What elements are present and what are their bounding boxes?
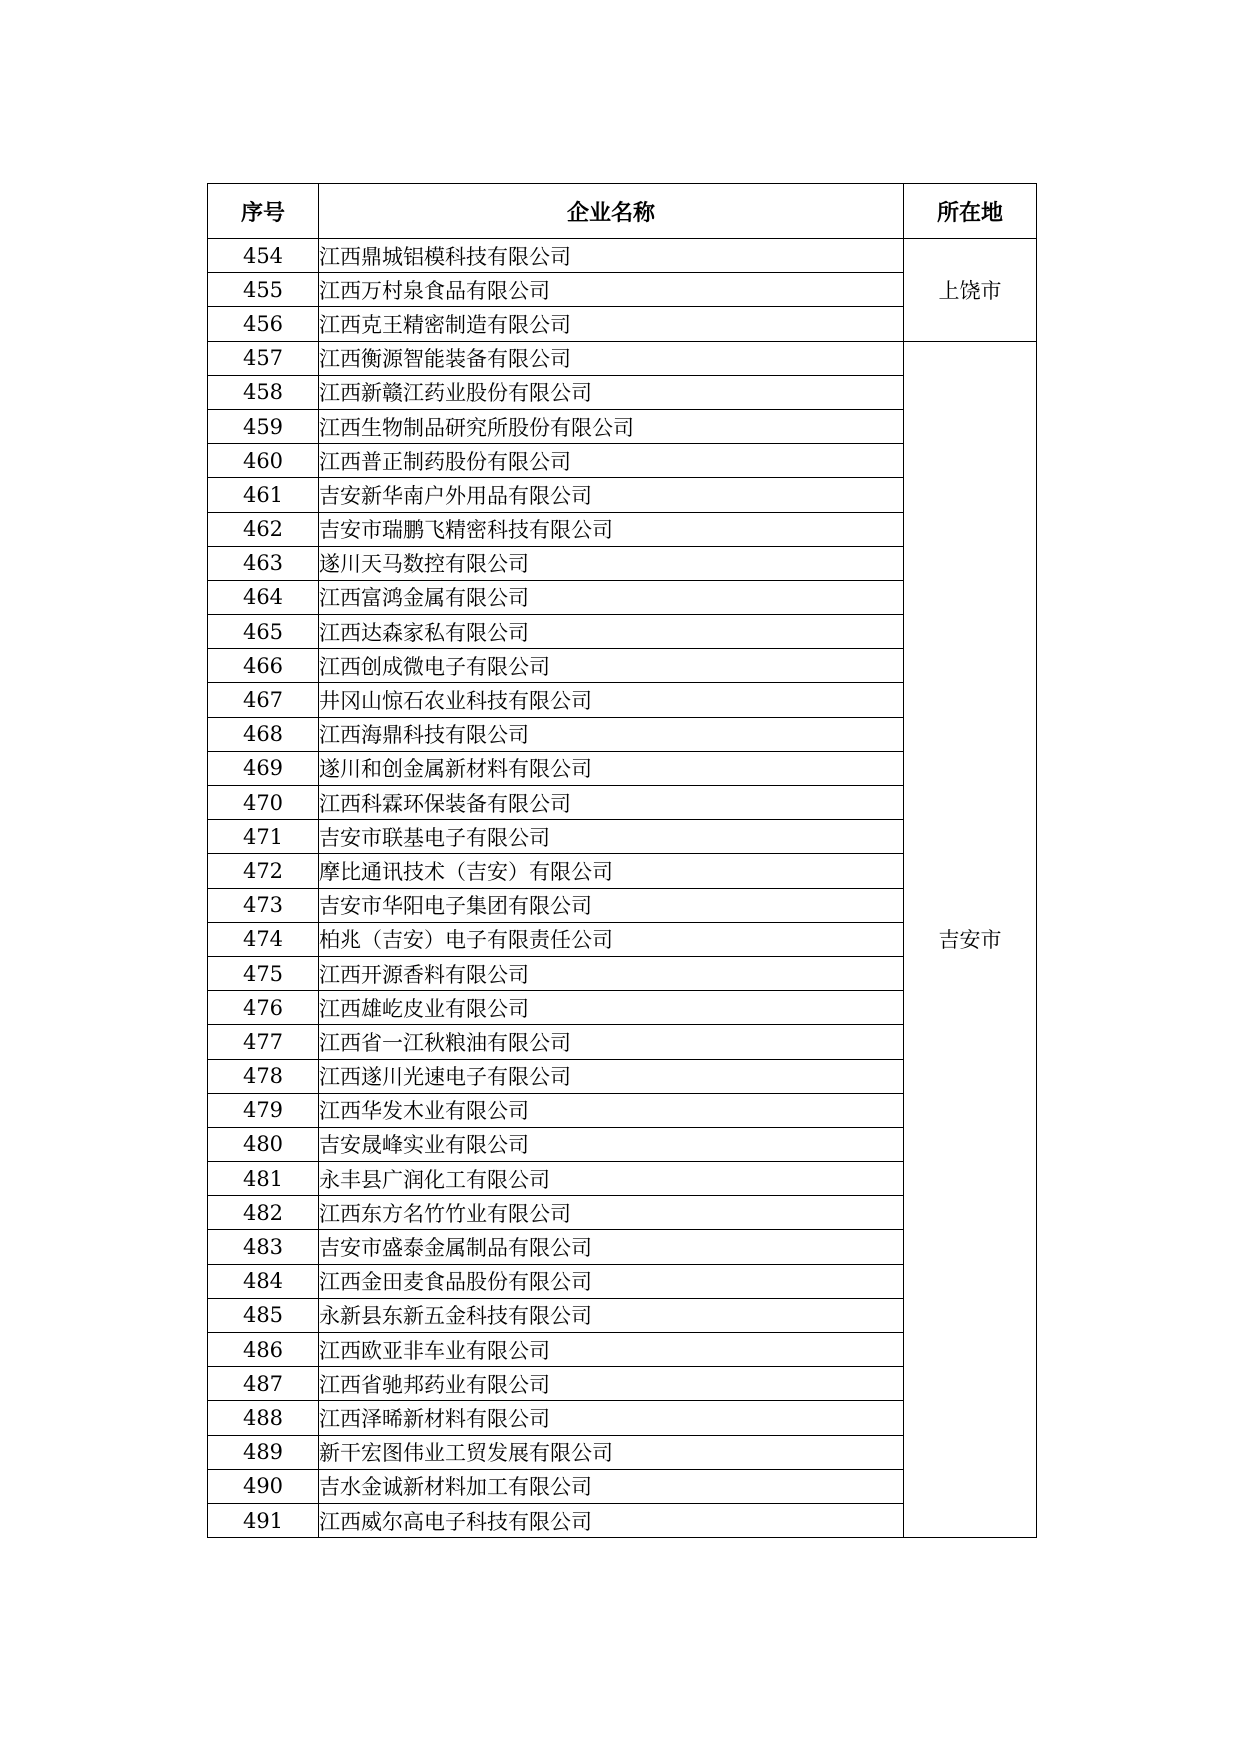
company-name: 江西创成微电子有限公司 [319, 649, 904, 683]
row-index: 480 [208, 1127, 319, 1161]
company-name: 柏兆（吉安）电子有限责任公司 [319, 922, 904, 956]
row-index: 474 [208, 922, 319, 956]
company-name: 江西普正制药股份有限公司 [319, 444, 904, 478]
row-index: 461 [208, 478, 319, 512]
company-name: 永丰县广润化工有限公司 [319, 1162, 904, 1196]
location-cell: 上饶市 [904, 239, 1037, 342]
row-index: 471 [208, 820, 319, 854]
company-name: 摩比通讯技术（吉安）有限公司 [319, 854, 904, 888]
company-name: 遂川天马数控有限公司 [319, 546, 904, 580]
company-name: 井冈山惊石农业科技有限公司 [319, 683, 904, 717]
row-index: 460 [208, 444, 319, 478]
company-name: 吉水金诚新材料加工有限公司 [319, 1469, 904, 1503]
row-index: 467 [208, 683, 319, 717]
header-row [208, 184, 1037, 239]
row-index: 485 [208, 1298, 319, 1332]
row-index: 479 [208, 1093, 319, 1127]
row-index: 490 [208, 1469, 319, 1503]
company-name: 江西金田麦食品股份有限公司 [319, 1264, 904, 1298]
company-name: 江西遂川光速电子有限公司 [319, 1059, 904, 1093]
company-name: 江西泽晞新材料有限公司 [319, 1401, 904, 1435]
company-name: 江西鼎城铝模科技有限公司 [319, 239, 904, 273]
company-name: 吉安市盛泰金属制品有限公司 [319, 1230, 904, 1264]
company-name: 江西科霖环保装备有限公司 [319, 786, 904, 820]
row-index: 462 [208, 512, 319, 546]
row-index: 481 [208, 1162, 319, 1196]
company-name: 江西达森家私有限公司 [319, 615, 904, 649]
company-name: 吉安市瑞鹏飞精密科技有限公司 [319, 512, 904, 546]
company-name: 吉安市华阳电子集团有限公司 [319, 888, 904, 922]
location-cell: 吉安市 [904, 341, 1037, 1538]
company-name: 江西雄屹皮业有限公司 [319, 991, 904, 1025]
row-index: 487 [208, 1367, 319, 1401]
company-name: 江西省驰邦药业有限公司 [319, 1367, 904, 1401]
table-body [208, 239, 1037, 1538]
company-name: 江西威尔高电子科技有限公司 [319, 1503, 904, 1537]
company-name: 吉安市联基电子有限公司 [319, 820, 904, 854]
row-index: 464 [208, 580, 319, 614]
row-index: 477 [208, 1025, 319, 1059]
company-name: 江西开源香料有限公司 [319, 956, 904, 990]
company-name: 江西省一江秋粮油有限公司 [319, 1025, 904, 1059]
row-index: 486 [208, 1333, 319, 1367]
company-name: 江西生物制品研究所股份有限公司 [319, 409, 904, 443]
row-index: 463 [208, 546, 319, 580]
row-index: 459 [208, 409, 319, 443]
company-name: 遂川和创金属新材料有限公司 [319, 751, 904, 785]
row-index: 468 [208, 717, 319, 751]
company-name: 江西衡源智能装备有限公司 [319, 341, 904, 375]
row-index: 472 [208, 854, 319, 888]
row-index: 489 [208, 1435, 319, 1469]
row-index: 456 [208, 307, 319, 341]
company-name: 江西海鼎科技有限公司 [319, 717, 904, 751]
company-name: 江西新赣江药业股份有限公司 [319, 375, 904, 409]
row-index: 457 [208, 341, 319, 375]
company-name: 江西万村泉食品有限公司 [319, 273, 904, 307]
company-name: 永新县东新五金科技有限公司 [319, 1298, 904, 1332]
table-row [208, 239, 1037, 273]
enterprise-table [207, 183, 1037, 1538]
row-index: 473 [208, 888, 319, 922]
company-name: 江西华发木业有限公司 [319, 1093, 904, 1127]
company-name: 江西富鸿金属有限公司 [319, 580, 904, 614]
row-index: 476 [208, 991, 319, 1025]
row-index: 475 [208, 956, 319, 990]
row-index: 458 [208, 375, 319, 409]
row-index: 484 [208, 1264, 319, 1298]
row-index: 470 [208, 786, 319, 820]
company-name: 吉安新华南户外用品有限公司 [319, 478, 904, 512]
company-name: 吉安晟峰实业有限公司 [319, 1127, 904, 1161]
row-index: 478 [208, 1059, 319, 1093]
row-index: 466 [208, 649, 319, 683]
header-location: 所在地 [904, 184, 1037, 239]
table-row [208, 341, 1037, 375]
header-name: 企业名称 [319, 184, 904, 239]
row-index: 465 [208, 615, 319, 649]
row-index: 491 [208, 1503, 319, 1537]
company-name: 新干宏图伟业工贸发展有限公司 [319, 1435, 904, 1469]
row-index: 488 [208, 1401, 319, 1435]
row-index: 454 [208, 239, 319, 273]
row-index: 455 [208, 273, 319, 307]
row-index: 469 [208, 751, 319, 785]
row-index: 482 [208, 1196, 319, 1230]
header-index: 序号 [208, 184, 319, 239]
company-name: 江西东方名竹竹业有限公司 [319, 1196, 904, 1230]
company-name: 江西欧亚非车业有限公司 [319, 1333, 904, 1367]
company-name: 江西克王精密制造有限公司 [319, 307, 904, 341]
row-index: 483 [208, 1230, 319, 1264]
